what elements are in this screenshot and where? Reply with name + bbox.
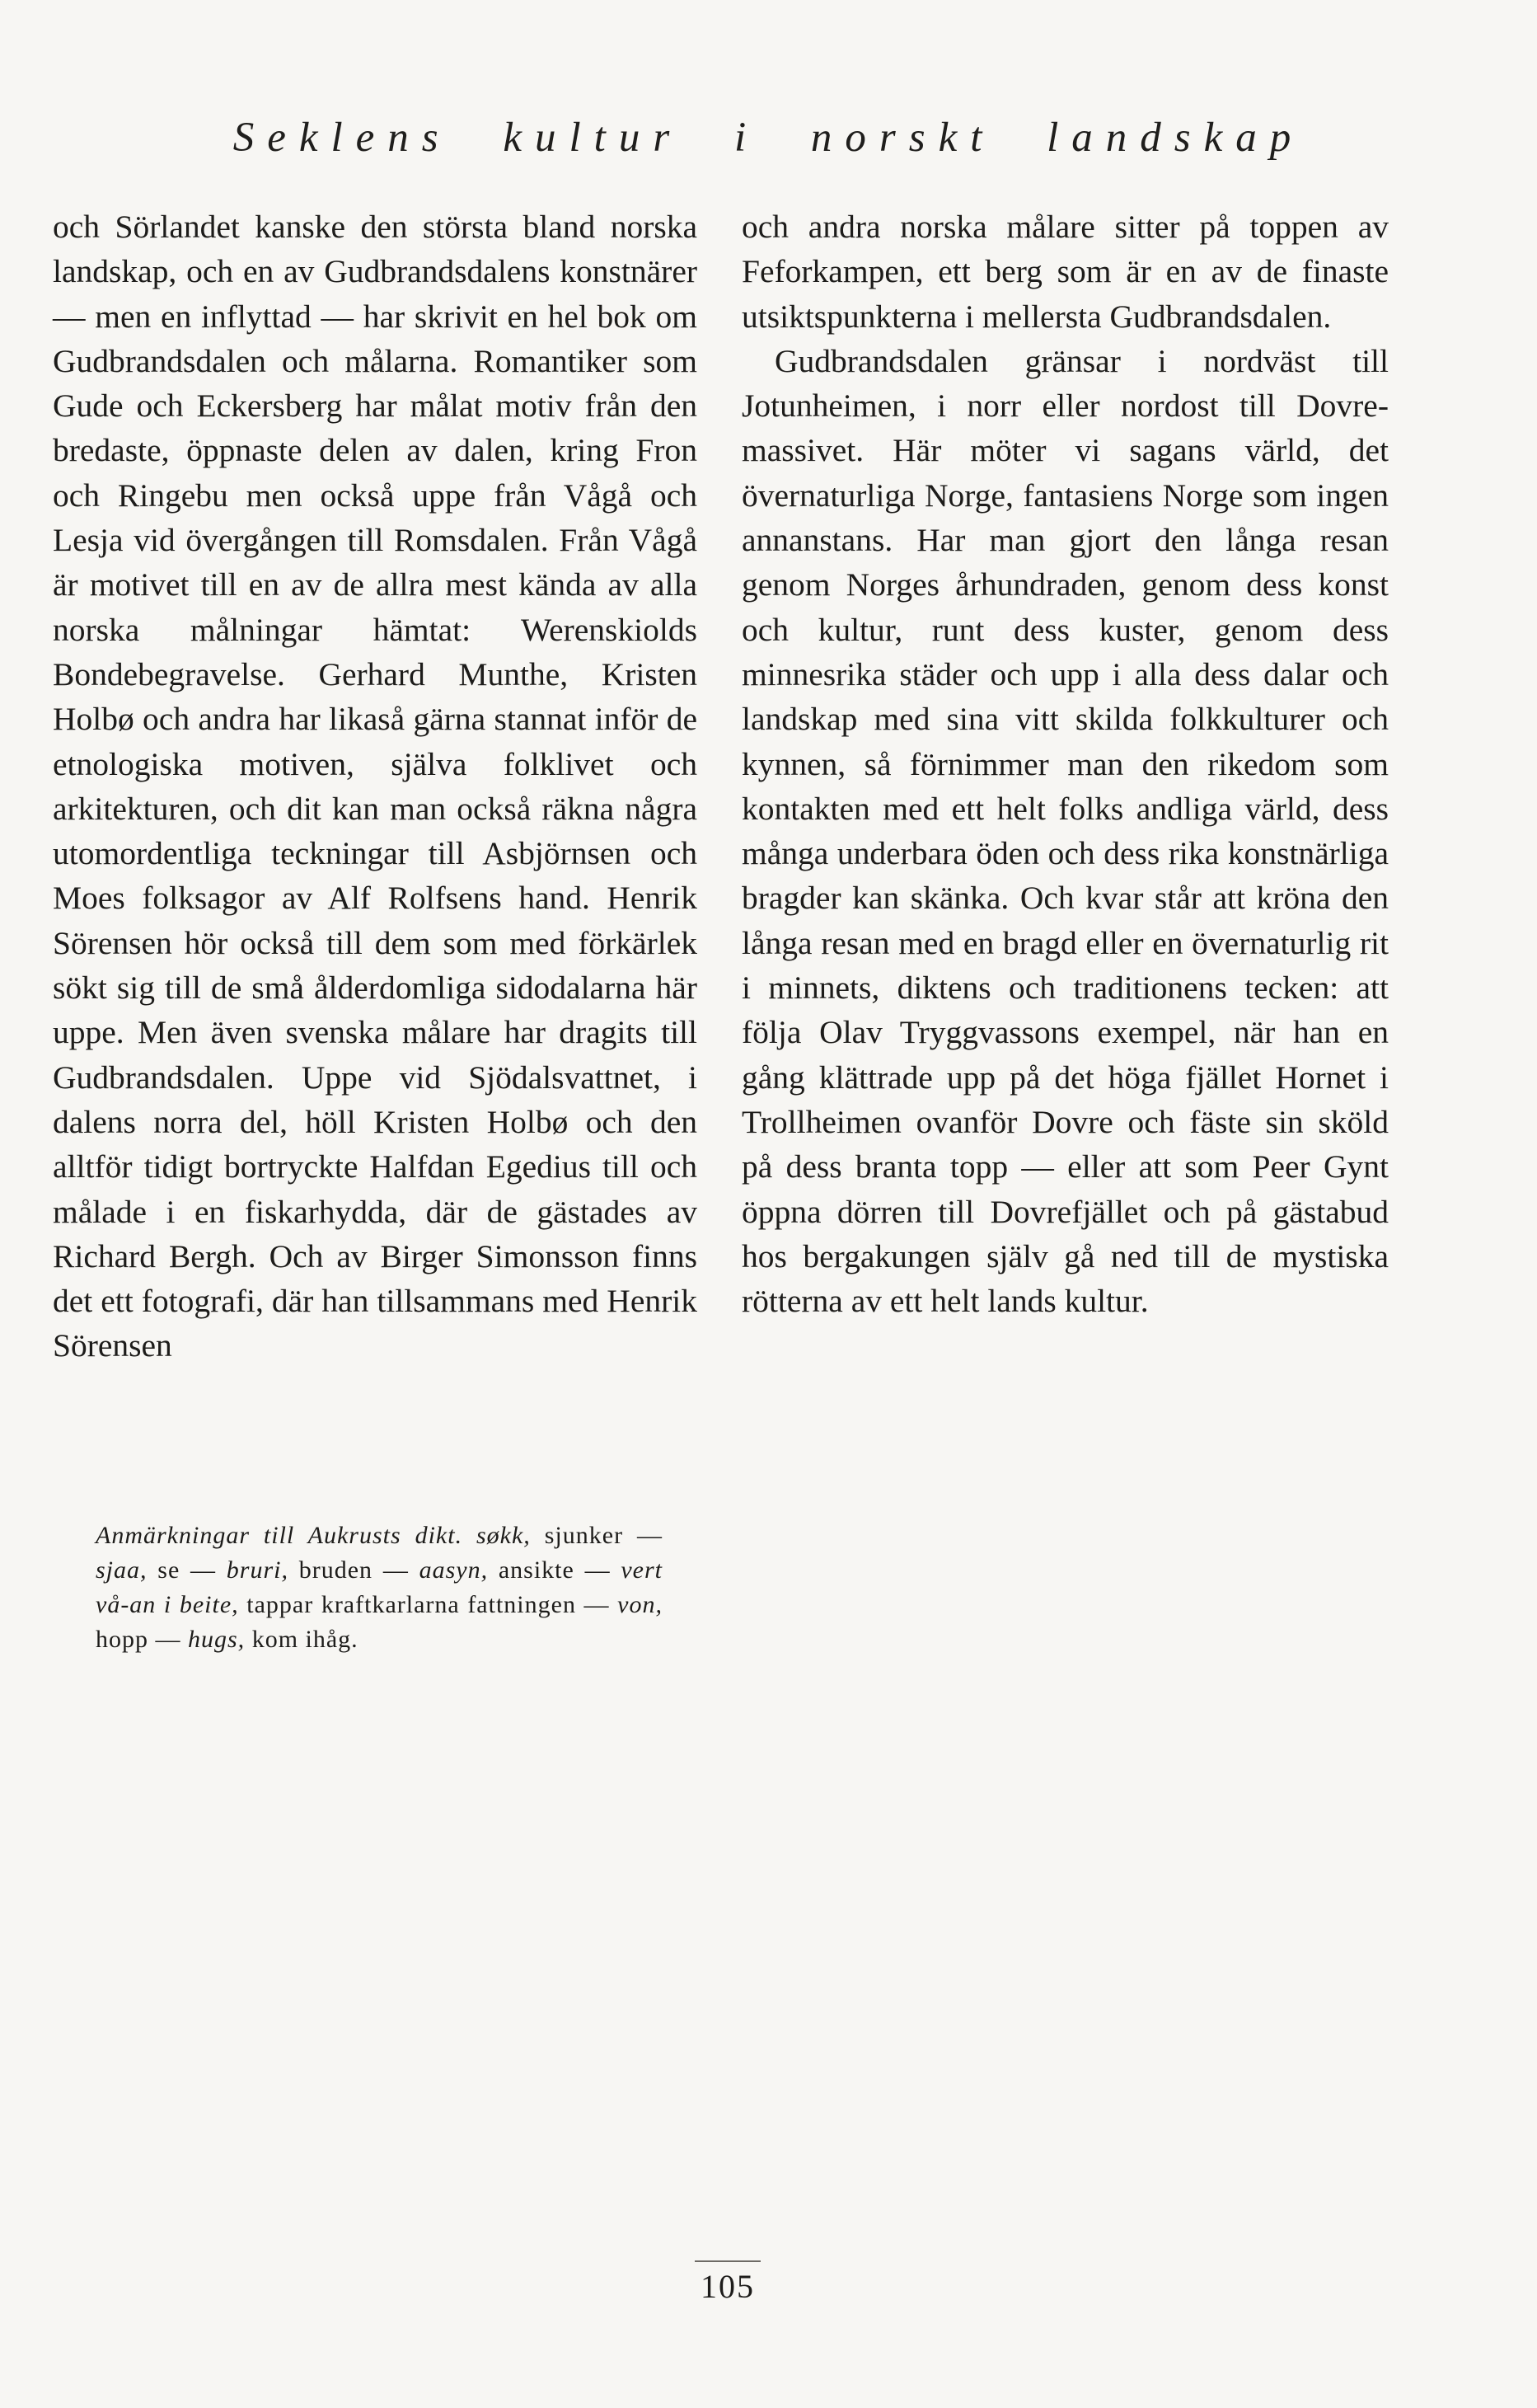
footnote-gloss: sjunker — (530, 1522, 663, 1549)
footnote-term: aasyn, (419, 1556, 489, 1584)
footnote-gloss: bruden — (288, 1556, 419, 1584)
left-text-column (53, 204, 697, 1368)
body-paragraph: Gudbrandsdalen gränsar i nordväst till Jotunheimen, i norr eller nordost till Dovremassivet. Här möter vi sagans värld, det övernaturliga Norge, fantasiens Norge som ingen annanstans. Har man gjort den långa resan genom Norges århundraden, genom dess konst och kultur, runt dess kuster, genom dess minnesrika städer och upp i alla dess dalar och landskap med sina vitt skilda folkkulturer och kynnen, så förnimmer man den rikedom som kontakten med ett helt folks andliga värld, dess många underbara öden och dess rika konstnärliga bragder kan skänka. Och kvar står att kröna den långa resan med en bragd eller en övernaturlig rit i minnets, diktens och traditionens tecken: att följa Olav Tryggvassons exempel, när han en gång klättrade upp på det höga fjället Hornet i Trollheimen ovanför Dovre och fäste sin sköld på dess branta topp — eller att som Peer Gynt öppna dörren till Dovrefjället och på gästabud hos bergakungen själv gå ned till de mystiska rötterna av ett helt lands kultur. (742, 342, 1389, 1320)
page-number: 105 (701, 2268, 755, 2305)
footnote-gloss: se — (147, 1556, 227, 1584)
page-number-rule (695, 2260, 761, 2262)
footnote-term: sjaa, (96, 1556, 148, 1584)
footnote-term: bruri, (226, 1556, 288, 1584)
footnote-gloss: ansikte — (488, 1556, 621, 1584)
footnote-term: søkk, (476, 1522, 531, 1549)
body-paragraph-continued: och andra norska målare sitter på toppen av Feforkampen, ett berg som är en av de finaste utsiktspunkterna i mellersta Gudbrandsdalen. (742, 209, 1389, 335)
right-text-column (742, 204, 1389, 1323)
footnote (96, 1518, 663, 1657)
footnote-term: vert vå-an i beite, (96, 1556, 663, 1618)
footnote-gloss: hopp — (96, 1626, 188, 1653)
footnote-lead: Anmärkningar till Aukrusts dikt. (96, 1522, 463, 1549)
footnote-gloss: tappar kraftkarlarna fattningen — (238, 1591, 618, 1618)
footnote-term: von, (617, 1591, 663, 1618)
running-header: Seklens kultur i norskt landskap (232, 115, 1305, 161)
footnote-gloss: kom ihåg. (245, 1626, 358, 1653)
footnote-term: hugs, (188, 1626, 246, 1653)
body-paragraph: och Sörlandet kanske den största bland norska landskap, och en av Gudbrandsdalens konstnärer — men en inflyttad — har skrivit en hel bok om Gudbrandsdalen och målarna. Romantiker som Gude och Eckersberg har målat motiv från den bredaste, öppnaste delen av dalen, kring Fron och Ringebu men också uppe från Vågå och Lesja vid övergången till Romsdalen. Från Vågå är motivet till en av de allra mest kända av alla norska målningar hämtat: Werenskiolds Bondebegravelse. Gerhard Munthe, Kristen Holbø och andra har likaså gärna stannat inför de etnologiska motiven, själva folklivet och arkitekturen, och dit kan man också räkna några utomordentliga teckningar till Asbjörnsen och Moes folksagor av Alf Rolfsens hand. Henrik Sörensen hör också till dem som med förkärlek sökt sig till de små ålderdomliga sidodalarna här uppe. Men även svenska målare har dragits till Gudbrandsdalen. Uppe vid Sjödalsvattnet, i dalens norra del, höll Kristen Holbø och den alltför tidigt bortryckte Halfdan Egedius till och målade i en fiskarhydda, där de gästades av Richard Bergh. Och av Birger Simonsson finns det ett fotografi, där han tillsammans med Henrik Sörensen (53, 209, 697, 1364)
